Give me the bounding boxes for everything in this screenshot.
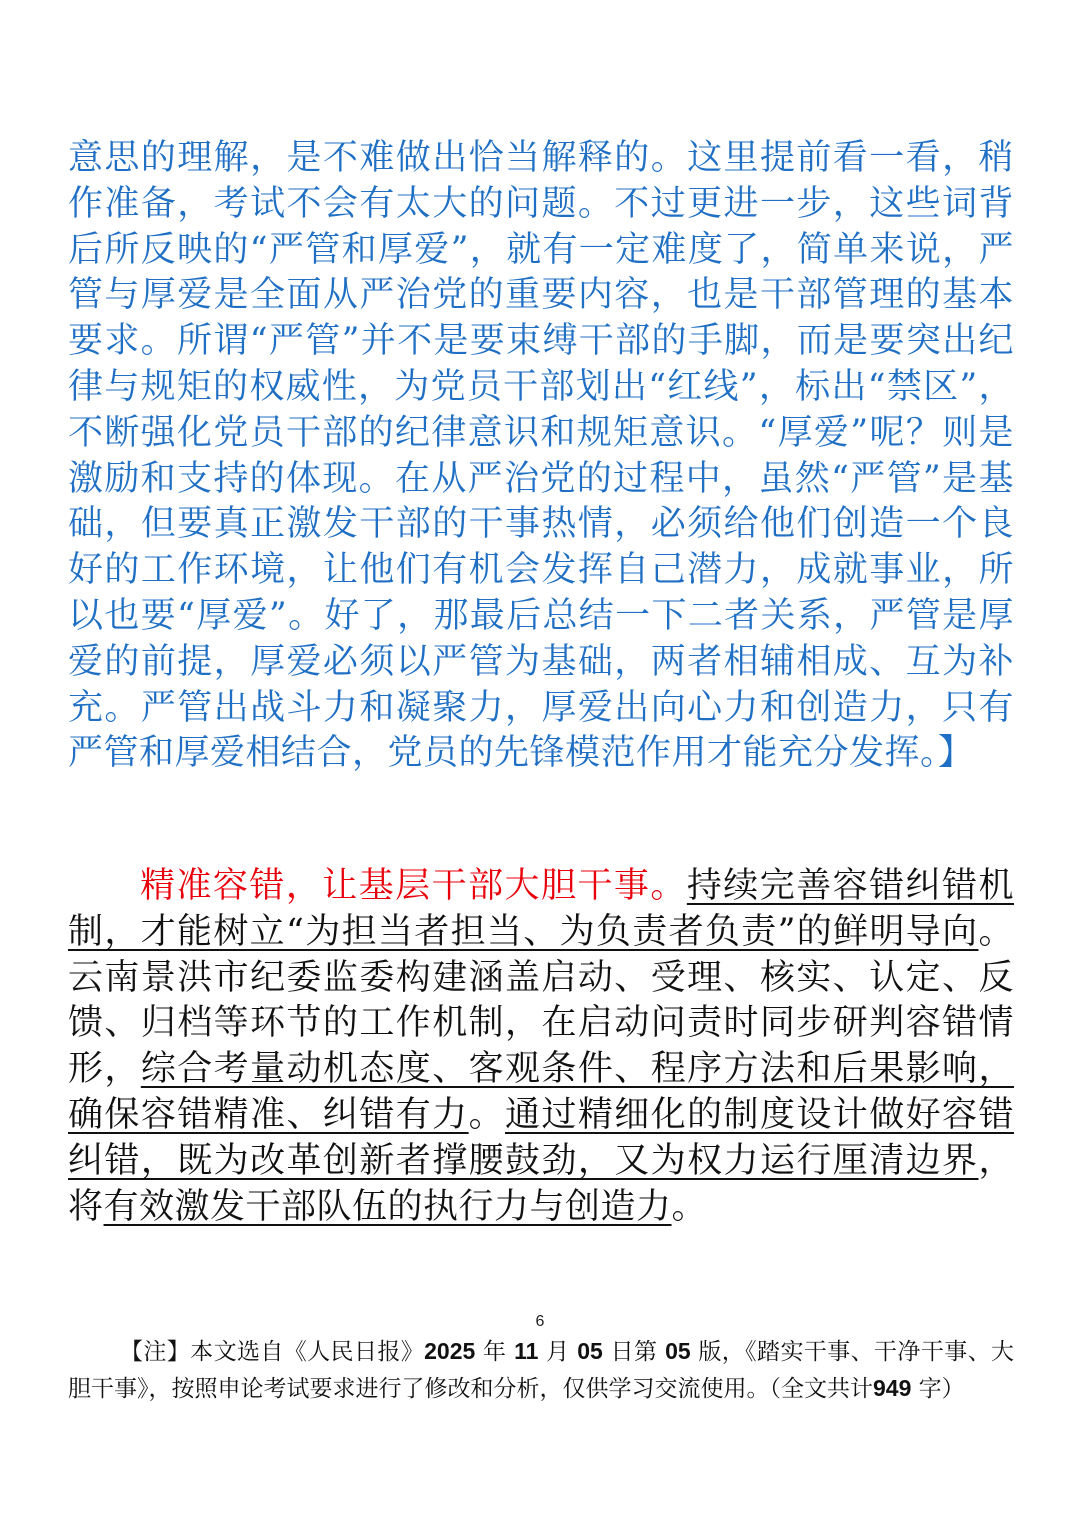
underlined-text-3: 通过精细化的制度设计做好容错纠错，既为改革创新者撑腰鼓劲，又为权力运行厘清边界 (68, 1094, 1014, 1181)
note-text-5: 版，《踏实干事、干净干事、大胆干事》，按照申论考试要求进行了修改和分析，仅供学习交流使用。（全文共计 (68, 1339, 1015, 1402)
underlined-text-1: 持续完善容错纠错机制，才能树立“为担当者担当、为负责者负责”的鲜明导向 (68, 866, 1014, 952)
body-text-4: 。 (671, 1186, 708, 1227)
underlined-text-4: 有效激发干部队伍的执行力与创造力 (103, 1186, 672, 1227)
note-year: 2025 (424, 1338, 476, 1364)
body-text-1: 。云南景洪市纪委监委构建涵盖启动、受理、核实、认定、反馈、归档等环节的工作机制，在启动问责时同步研判容错情形， (68, 911, 1014, 1090)
underlined-text-2: 综合考量动机态度、客观条件、程序方法和后果影响，确保容错精准、纠错有力 (68, 1049, 1014, 1135)
note-text-4: 日第 (602, 1339, 666, 1365)
note-month: 11 (514, 1338, 539, 1364)
note-text-1: 【注】本文选自《人民日报》 (120, 1339, 425, 1365)
note-count: 949 (873, 1375, 912, 1401)
article-paragraph (68, 864, 1014, 1230)
paragraph-heading: 精准容错，让基层干部大胆干事。 (140, 866, 687, 906)
note-text-3: 月 (538, 1339, 578, 1365)
note-day: 05 (577, 1338, 603, 1364)
body-text-2: 。 (468, 1094, 506, 1135)
source-note (68, 1333, 1014, 1407)
note-text-2: 年 (475, 1339, 515, 1365)
note-edition: 05 (665, 1338, 691, 1364)
note-text-6: 字） (911, 1376, 965, 1402)
page-number: 6 (535, 1313, 545, 1330)
analysis-paragraph: 意思的理解，是不难做出恰当解释的。这里提前看一看，稍作准备，考试不会有太大的问题。不过更进一步，这些词背后所反映的“严管和厚爱”，就有一定难度了，简单来说，严管与厚爱是全面从严治党的重要内容，也是干部管理的基本要求。所谓“严管”并不是要束缚干部的手脚，而是要突出纪律与规矩的权威性，为党员干部划出“红线”，标出“禁区”，不断强化党员干部的纪律意识和规矩意识。“厚爱”呢？则是激励和支持的体现。在从严治党的过程中，虽然“严管”是基础，但要真正激发干部的干事热情，必须给他们创造一个良好的工作环境，让他们有机会发挥自己潜力，成就事业，所以也要“厚爱”。好了，那最后总结一下二者关系，严管是厚爱的前提，厚爱必须以严管为基础，两者相辅相成、互为补充。严管出战斗力和凝聚力，厚爱出向心力和创造力，只有严管和厚爱相结合，党员的先锋模范作用才能充分发挥。】 (68, 138, 1014, 774)
body-text-3: ，将 (68, 1140, 1014, 1227)
